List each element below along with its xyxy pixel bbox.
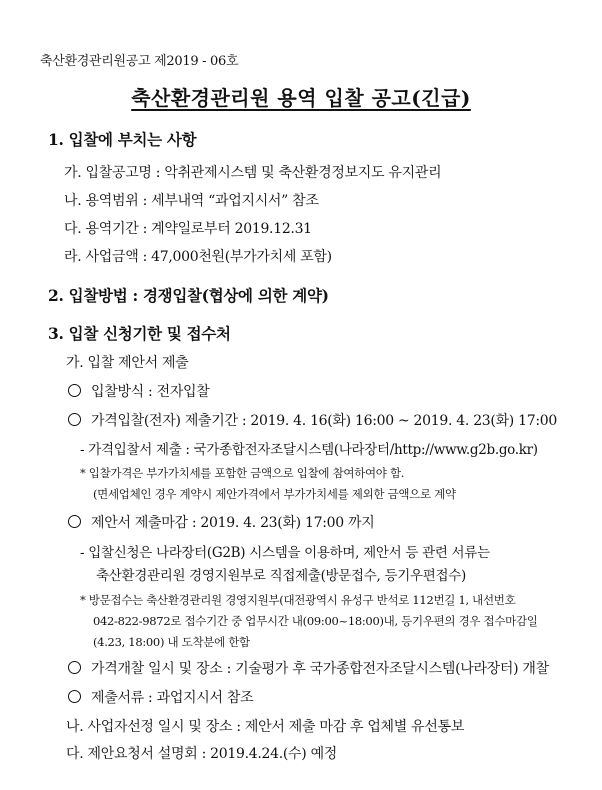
section-1-item-da: 다. 용역기간 : 계약일로부터 2019.12.31 (64, 221, 312, 237)
bullet-proposal-deadline-text: 제안서 제출마감 : 2019. 4. 23(화) 17:00 까지 (91, 515, 375, 531)
submission-method-1: - 입찰신청은 나라장터(G2B) 시스템을 이용하며, 제안서 등 관련 서류는 (80, 545, 490, 561)
bullet-bid-opening-text: 가격개찰 일시 및 장소 : 기술평가 후 국가종합전자조달시스템(나라장터) 개찰 (91, 661, 549, 677)
bullet-price-bid-period-text: 가격입찰(전자) 제출기간 : 2019. 4. 16(화) 16:00 ~ 2019. 4. 23(화) 17:00 (91, 413, 557, 429)
document-title-text: 축산환경관리원 용역 입찰 공고(긴급) (131, 86, 471, 110)
section-1-item-na: 나. 용역범위 : 세부내역 “과업지시서” 참조 (64, 193, 319, 209)
section-1-heading: 1. 입찰에 부치는 사항 (48, 130, 197, 149)
section-1-item-ra: 라. 사업금액 : 47,000천원(부가가치세 포함) (64, 249, 332, 265)
bullet-documents-text: 제출서류 : 과업지시서 참조 (91, 690, 254, 706)
note-visit-2: 042-822-9872로 접수기간 중 업무시간 내(09:00~18:00)내, 등기우편의 경우 접수마감일 (93, 614, 538, 628)
note-visit-3: (4.23, 18:00) 내 도착분에 한함 (93, 635, 250, 649)
section-2-heading: 2. 입찰방법 : 경쟁입찰(협상에 의한 계약) (48, 286, 329, 305)
document-number: 축산환경관리원공고 제2019 - 06호 (40, 54, 239, 69)
circle-bullet-icon (68, 515, 81, 528)
section-3-item-na: 나. 사업자선정 일시 및 장소 : 제안서 제출 마감 후 업체별 유선통보 (66, 719, 465, 735)
submission-method-2: 축산환경관리원 경영지원부로 직접제출(방문접수, 등기우편접수) (96, 568, 466, 584)
document-title (0, 82, 602, 111)
circle-bullet-icon (68, 690, 81, 703)
bullet-price-bid-period (68, 410, 557, 430)
bullet-bid-opening (68, 658, 549, 678)
section-1-item-ga: 가. 입찰공고명 : 악취관제시스템 및 축산환경정보지도 유지관리 (64, 165, 442, 181)
price-bid-submission: - 가격입찰서 제출 : 국가종합전자조달시스템(나라장터/http://www.g2b.go.kr) (80, 442, 538, 458)
note-vat-2: (면세업체인 경우 계약시 제안가격에서 부가가치세를 제외한 금액으로 계약 (93, 487, 456, 501)
bullet-documents (68, 687, 253, 707)
note-visit-1: * 방문접수는 축산환경관리원 경영지원부(대전광역시 유성구 반석로 112번길 1, 내선번호 (80, 593, 516, 607)
section-3-item-ga: 가. 입찰 제안서 제출 (66, 355, 189, 371)
circle-bullet-icon (68, 661, 81, 674)
note-vat-1: * 입찰가격은 부가가치세를 포함한 금액으로 입찰에 참여하여야 함. (80, 466, 405, 480)
bullet-proposal-deadline (68, 512, 374, 532)
bullet-bid-method (68, 381, 210, 401)
circle-bullet-icon (68, 384, 81, 397)
section-3-item-da: 다. 제안요청서 설명회 : 2019.4.24.(수) 예정 (66, 746, 338, 762)
circle-bullet-icon (68, 413, 81, 426)
section-3-heading: 3. 입찰 신청기한 및 접수처 (48, 324, 231, 343)
bullet-bid-method-text: 입찰방식 : 전자입찰 (91, 384, 210, 400)
